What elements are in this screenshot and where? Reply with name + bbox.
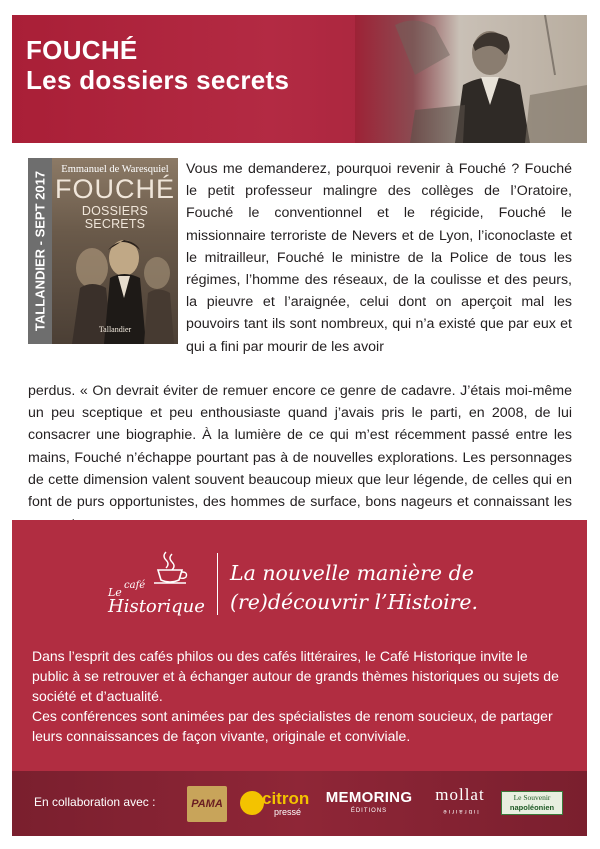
- article-intro: Vous me demanderez, pourquoi revenir à Fouché ? Fouché le petit professeur malingre des collèges de l’Oratoire, Fouché le conventionnel et le régicide, Fouché le missionnaire terroriste de Nevers et de Lyon, l’iconoclaste et le mitrailleur, Fouché le ministre de la Police de tous les régimes, l’homme des réseaux, de la coulisse et des peurs, la pieuvre et l’araignée, celui dont on aperçoit mal les pouvoirs tant ils sont nombreux, qui n’a existé que par eux et qui a fini par mourir de les avoir: [186, 161, 572, 355]
- title-line-2: Les dossiers secrets: [26, 65, 290, 95]
- header-banner: [12, 15, 587, 143]
- souvenir-line-1: Le Souvenir: [513, 793, 551, 802]
- tagline-line-2: (re)découvrir l’Histoire.: [230, 590, 479, 614]
- citron-sub: pressé: [274, 807, 302, 817]
- collaboration-label: En collaboration avec :: [34, 795, 156, 809]
- coffee-cup-icon: [152, 550, 192, 584]
- cafe-historique-logo: [108, 550, 208, 630]
- banner-paragraph-1: Dans l’esprit des cafés philos ou des cafés littéraires, le Café Historique invite le public à se retrouver et à échanger autour de grands thèmes historiques ou sujets de société et d’actualité.: [32, 648, 559, 704]
- partner-mollat-logo[interactable]: [430, 785, 490, 821]
- banner-description: [32, 646, 562, 746]
- logo-historique: Historique: [108, 596, 205, 617]
- book-author: Emmanuel de Waresquiel: [61, 164, 169, 175]
- book-title-main: FOUCHÉ: [55, 174, 175, 204]
- mollat-name: mollat: [435, 785, 485, 804]
- partner-pama-logo[interactable]: [187, 786, 227, 822]
- citron-name: citron: [262, 789, 310, 808]
- logo-cafe: café: [124, 580, 146, 591]
- portrait-engraving-icon: [355, 15, 587, 143]
- banner-paragraph-2: Ces conférences sont animées par des spécialistes de renom soucieux, de partager leurs connaissances de façon vivante, originale et conviviale.: [32, 708, 553, 744]
- title-line-1: FOUCHÉ: [26, 35, 138, 65]
- book-publisher: Tallandier: [98, 325, 132, 334]
- fouche-portrait: [355, 15, 587, 143]
- partners-strip: [12, 771, 587, 836]
- book-cover: [28, 158, 178, 344]
- book-title-sub: DOSSIERS SECRETS: [81, 204, 149, 231]
- memoring-name: MEMORING: [325, 789, 413, 806]
- lemon-icon: [240, 791, 264, 815]
- souvenir-line-2: napoléonien: [509, 803, 555, 812]
- partner-memoring-logo[interactable]: [324, 789, 414, 819]
- logo-le: Le: [108, 586, 122, 599]
- article-body: perdus. « On devrait éviter de remuer encore ce genre de cadavre. J’étais moi-même un peu sceptique et peu enthousiaste quand j’avais pris le parti, en 2008, de lui consacrer une biographie. À la lumière de ce qui m’est récemment passé entre les mains, Fouché n’échappe pourtant pas à de nouvelles explorations. Les personnages de cette dimension valent souvent beaucoup mieux que leur légende, de celles qui en font de purs opportunistes, des hommes de surface, bons nageurs et connaissant les: [28, 383, 572, 511]
- mollat-sub: librairie: [441, 808, 479, 814]
- banner-tagline: [230, 559, 478, 617]
- page-title: [26, 35, 289, 95]
- pama-label: PAMA: [191, 798, 223, 810]
- memoring-sub: ÉDITIONS: [350, 808, 388, 814]
- book-spine: [28, 158, 52, 344]
- partner-souvenir-napoleonien-logo[interactable]: [501, 791, 563, 815]
- book-front: [52, 158, 178, 344]
- partner-citron-presse-logo[interactable]: [240, 787, 310, 819]
- spine-label: TALLANDIER - SEPT 2017: [32, 170, 48, 332]
- book-title: [52, 176, 178, 230]
- tagline-line-1: La nouvelle manière de: [230, 561, 474, 585]
- logo-divider: [217, 553, 218, 615]
